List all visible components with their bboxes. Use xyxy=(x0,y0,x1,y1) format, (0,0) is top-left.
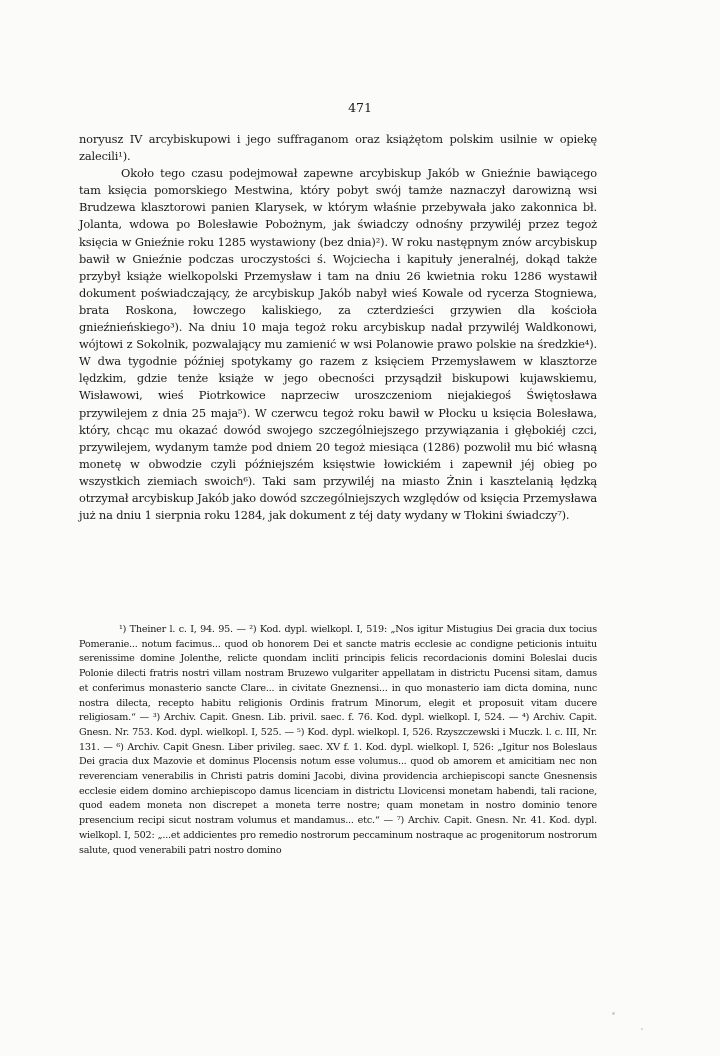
paragraph-main: Około tego czasu podejmował zapewne arcybiskup Jakób w Gnieźnie bawiącego tam księcia pomorskiego Mestwina, który pobyt swój tamże naznaczył darowizną wsi Brudzewa klasztorowi panien Klarysek, w którym właśnie przebywała jako zakonnica bł. Jolanta, wdowa po Bolesławie Pobożnym, jak świadczy odnośny przywiléj przez tegoż księcia w Gnieźnie roku 1285 wystawiony (bez dnia)²). W roku następnym znów arcybiskup bawił w Gnieźnie podczas uroczystości ś. Wojciecha i kapituły jeneralnéj, dokąd także przybył książe wielkopolski Przemysław i tam na dniu 26 kwietnia roku 1286 wystawił dokument poświadczający, że arcybiskup Jakób nabył wieś Kowale od rycerza Stogniewa, brata Roskona, łowczego kaliskiego, za czterdzieści grzywien dla kościoła gnieźnieńskiego³). Na dniu 10 maja tegoż roku arcybiskup nadał przywiléj Waldkonowi, wójtowi z Sokolnik, pozwalający mu zamienić w wsi Polanowie prawo polskie na średzkie⁴). W dwa tygodnie później spotykamy go razem z księciem Przemysławem w klasztorze lędzkim, gdzie tenże książe w jego obecności przysądził biskupowi kujawskiemu, Wisławowi, wieś Piotrkowice naprzeciw uroszczeniom niejakiegoś Świętosława przywilejem z dnia 25 maja⁵). W czerwcu tegoż roku bawił w Płocku u księcia Bolesława, który, chcąc mu okazać dowód swojego szczególniejszego przywiązania i głębokiéj czci, przywilejem, wydanym tamże pod dniem 20 tegoż miesiąca (1286) pozwolił mu bić własną monetę w obwodzie czyli późniejszém księstwie łowickiém i zapewnił jéj obieg po wszystkich ziemiach swoich⁶). Taki sam przywiléj na miasto Żnin i kasztelanią łędzką otrzymał arcybiskup Jakób jako dowód szczególniejszych względów od księcia Przemysława już na dniu 1 sierpnia roku 1284, jak dokument z téj daty wydany w Tłokini świadczy⁷). xyxy=(79,166,597,523)
main-text xyxy=(79,131,597,524)
scan-speck xyxy=(641,1028,643,1030)
footnote-text: ¹) Theiner l. c. I, 94. 95. — ²) Kod. dypl. wielkopl. I, 519: „Nos igitur Mistugius Dei gracia dux tocius Pomeranie... notum facimus... quod ob honorem Dei et sancte matris ecclesie ac condigne peticionis intuitu serenissime domine Jolenthe, relicte quondam incliti principis felicis recordacionis domini Boleslai ducis Polonie dilecti fratris nostri villam nostram Bruzewo vulgariter appellatam in districtu Pucensi sitam, damus et conferimus monasterio sancte Clare... in civitate Gneznensi... in quo monasterio iam dicta domina, nunc nostra dilecta, recepto habitu religionis Ordinis fratrum Minorum, elegit et proposuit vitam ducere religiosam.“ — ³) Archiv. Capit. Gnesn. Lib. privil. saec. f. 76. Kod. dypl. wielkopl. I, 524. — ⁴) Archiv. Capit. Gnesn. Nr. 753. Kod. dypl. wielkopl. I, 525. — ⁵) Kod. dypl. wielkopl. I, 526. Rzyszczewski i Muczk. l. c. III, Nr. 131. — ⁶) Archiv. Capit Gnesn. Liber privileg. saec. XV f. 1. Kod. dypl. wielkopl. I, 526: „Igitur nos Boleslaus Dei gracia dux Mazovie et dominus Plocensis notum esse volumus... quod ob amorem et amicitiam nec non reverenciam venerabilis in Christi patris domini Jacobi, divina providencia archiepiscopi sancte Gnesnensis ecclesie eidem domino archiepiscopo damus licenciam in districtu Llovicensi monetam habendi, tali racione, quod eadem moneta non discrepet a moneta terre nostre; quam monetam in nostro dominio tenore presencium recipi sicut nostram volumus et mandamus... etc.“ — ⁷) Archiv. Capit. Gnesn. Nr. 41. Kod. dypl. wielkopl. I, 502: „...et addicientes pro remedio nostrorum peccaminum nostraque ac progenitorum nostrorum salute, quod venerabili patri nostro domino xyxy=(79,624,597,856)
paragraph-continuation: noryusz IV arcybiskupowi i jego suffraganom oraz książętom polskim usilnie w opiekę zalecili¹). xyxy=(79,132,597,164)
footnotes xyxy=(79,623,597,858)
page-number: 471 xyxy=(348,100,372,115)
scan-speck xyxy=(612,1012,615,1015)
